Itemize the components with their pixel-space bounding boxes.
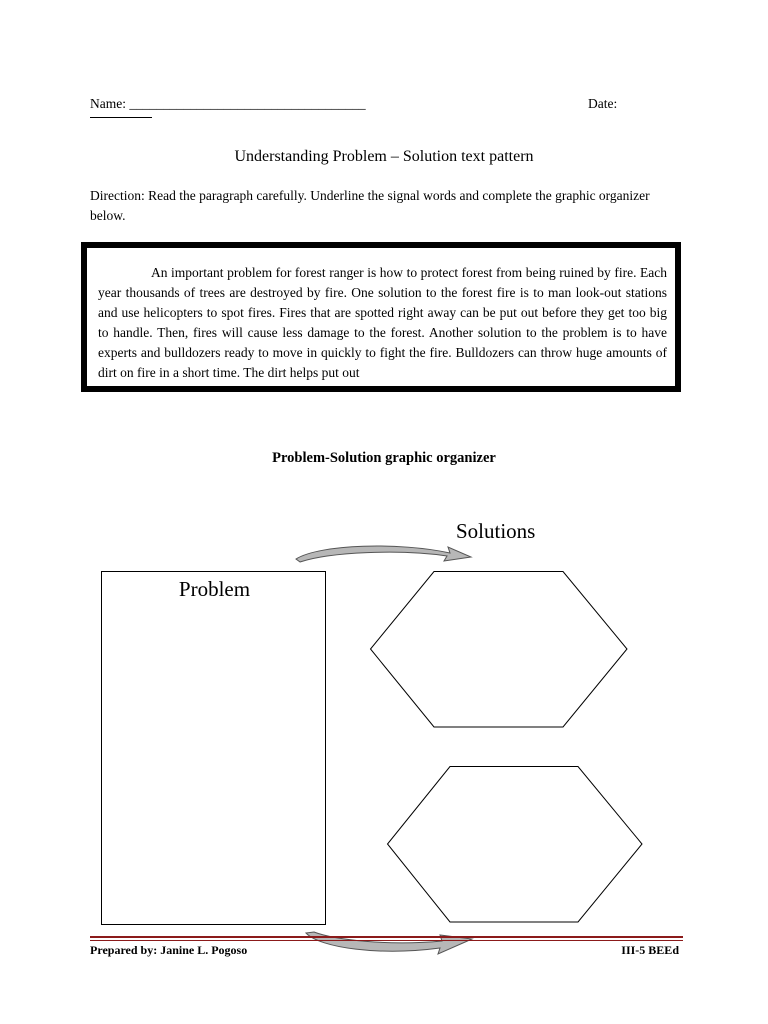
direction-text: Direction: Read the paragraph carefully. Underline the signal words and complete the graphic organizer below.	[90, 188, 650, 223]
solution-hexagon-1[interactable]	[370, 571, 628, 728]
problem-box[interactable]	[101, 571, 326, 925]
footer-rule	[90, 936, 683, 942]
name-label: Name:	[90, 96, 126, 111]
problem-label: Problem	[178, 577, 251, 601]
course-label: III-5 BEEd	[621, 943, 679, 957]
paragraph-box	[81, 242, 681, 392]
name-line	[90, 94, 366, 114]
solution-hexagon-2[interactable]	[387, 766, 643, 923]
worksheet-title: Understanding Problem – Solution text pattern	[234, 148, 534, 165]
name-blank[interactable]: ___________________________________	[129, 96, 366, 111]
reading-paragraph: An important problem for forest ranger is how to protect forest from being ruined by fire. Each year thousands of trees are destroyed by fire. One solution to the forest fire is to man look-out stations and use helicopters to spot fires. Fires that are spotted right away can be put out before they get too big to handle. Then, fires will cause less damage to the forest. Another solution to the problem is to have experts and bulldozers ready to move in quickly to fight the fire. Bulldozers can throw huge amounts of dirt on fire in a short time. The dirt helps put out	[98, 265, 667, 380]
bottom-curved-arrow	[300, 928, 485, 960]
solutions-label: Solutions	[456, 519, 536, 543]
date-label: Date:	[588, 96, 618, 111]
prepared-by: Prepared by: Janine L. Pogoso	[90, 943, 248, 957]
top-curved-arrow	[290, 540, 480, 570]
organizer-title: Problem-Solution graphic organizer	[272, 450, 496, 466]
date-blank[interactable]	[90, 117, 152, 118]
